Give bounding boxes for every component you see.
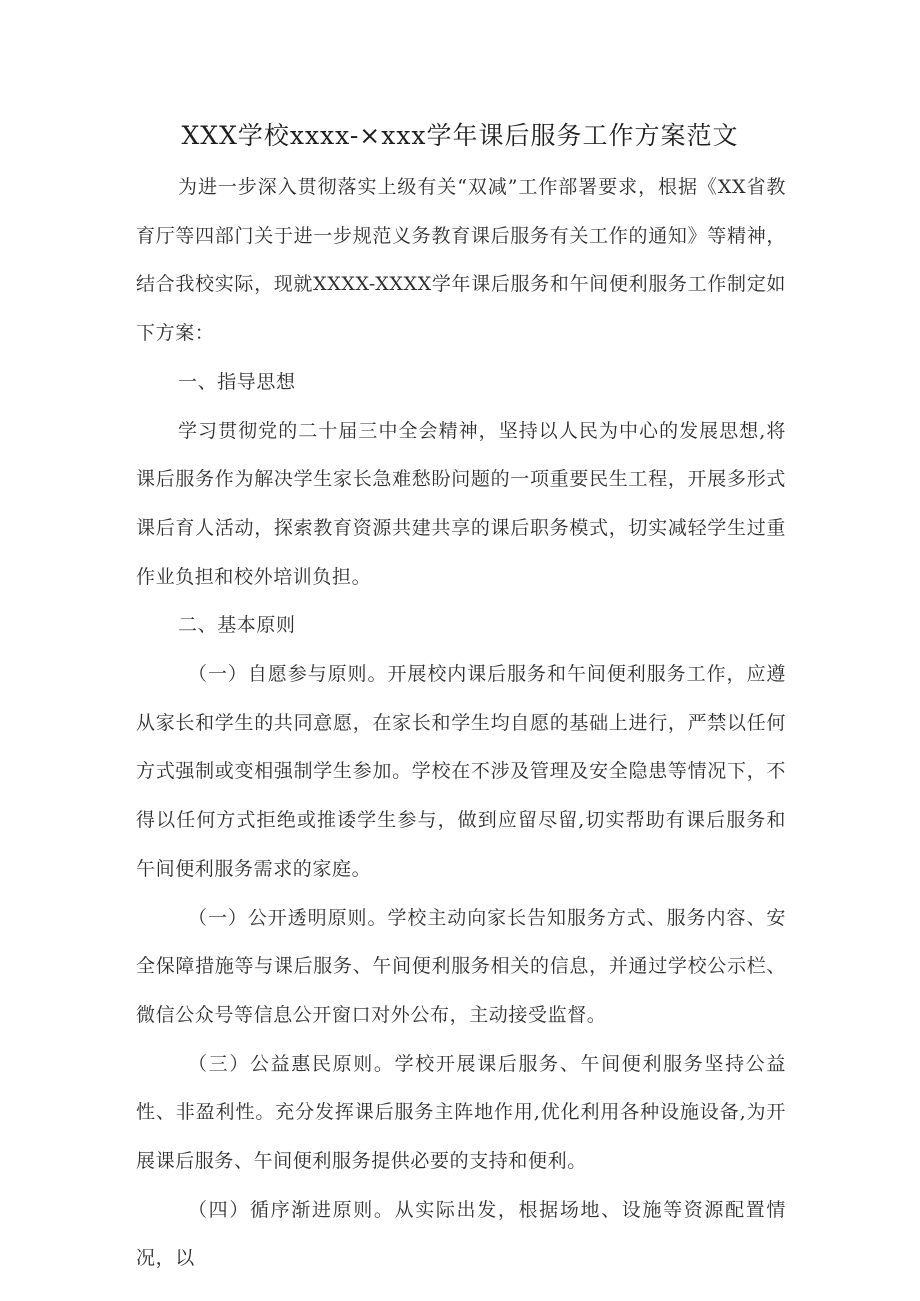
document-body: [136, 163, 786, 1283]
document-title: XXX学校xxxx-×xxx学年课后服务工作方案范文: [181, 121, 739, 150]
principle-transparency-paragraph: （一）公开透明原则。学校主动向家长告知服务方式、服务内容、安全保障措施等与课后服务、午间便利服务相关的信息，并通过学校公示栏、微信公众号等信息公开窗口对外公布，主动接受监督。: [136, 906, 786, 1026]
intro-paragraph: 为进一步深入贯彻落实上级有关“双减”工作部署要求，根据《XX省教育厅等四部门关于进一步规范义务教育课后服务有关工作的通知》等精神，结合我校实际，现就XXXX-XXXX学年课后服务和午间便利服务工作制定如下方案：: [136, 176, 786, 345]
principle-voluntary-paragraph: （一）自愿参与原则。开展校内课后服务和午间便利服务工作，应遵从家长和学生的共同意愿，在家长和学生均自愿的基础上进行，严禁以任何方式强制或变相强制学生参加。学校在不涉及管理及安全隐患等情况下，不得以任何方式拒绝或推诿学生参与，做到应留尽留,切实帮助有课后服务和午间便利服务需求的家庭。: [136, 663, 786, 880]
section-heading-basic-principles: 二、基本原则: [178, 614, 296, 637]
guiding-ideology-paragraph: 学习贯彻党的二十届三中全会精神，坚持以人民为中心的发展思想,将课后服务作为解决学生家长急难愁盼问题的一项重要民生工程，开展多形式课后育人活动，探索教育资源共建共享的课后职务模式，切实减轻学生过重作业负担和校外培训负担。: [136, 419, 786, 588]
principle-gradual-paragraph: （四）循序渐进原则。从实际出发，根据场地、设施等资源配置情况，以: [136, 1198, 786, 1270]
principle-public-welfare-paragraph: （三）公益惠民原则。学校开展课后服务、午间便利服务坚持公益性、非盈利性。充分发挥课后服务主阵地作用,优化利用各种设施设备,为开展课后服务、午间便利服务提供必要的支持和便利。: [136, 1052, 786, 1173]
section-heading-guiding-ideology: 一、指导思想: [178, 370, 296, 393]
